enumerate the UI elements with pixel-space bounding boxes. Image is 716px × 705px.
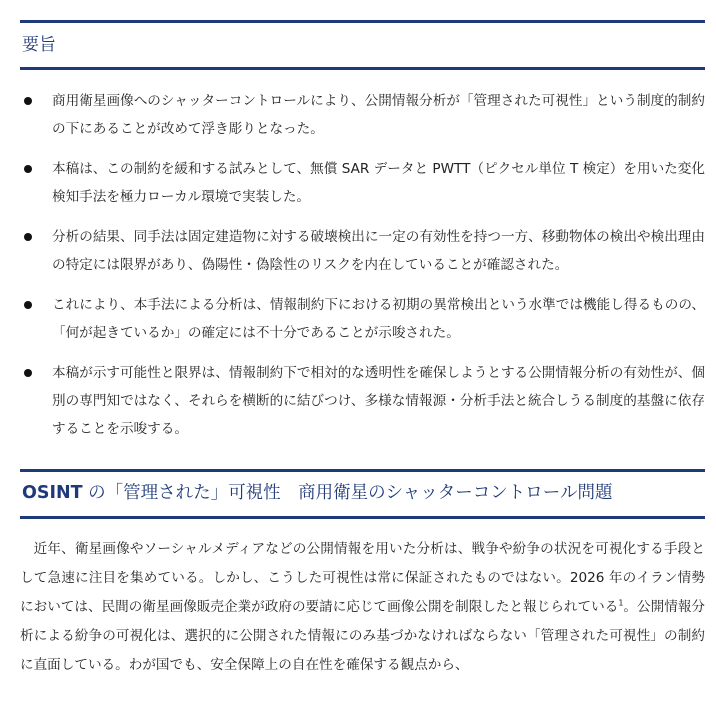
list-item bbox=[20, 291, 705, 347]
bullet-dot-icon bbox=[24, 301, 32, 309]
summary-heading-text: 要旨 bbox=[22, 35, 56, 55]
section-heading-latin: OSINT bbox=[22, 483, 83, 503]
summary-bullet-list bbox=[20, 87, 705, 443]
bullet-dot-icon bbox=[24, 369, 32, 377]
section-heading bbox=[20, 469, 705, 519]
bullet-dot-icon bbox=[24, 165, 32, 173]
bullet-text: 本稿は、この制約を緩和する試みとして、無償 SAR データと PWTT（ピクセル単位 T 検定）を用いた変化検知手法を極力ローカル環境で実装した。 bbox=[52, 161, 705, 205]
bullet-text: これにより、本手法による分析は、情報制約下における初期の異常検出という水準では機能し得るものの、「何が起きているか」の確定には不十分であることが示唆された。 bbox=[52, 297, 705, 341]
bullet-dot-icon bbox=[24, 233, 32, 241]
body-paragraph bbox=[20, 535, 705, 680]
paragraph-text-part1: 近年、衛星画像やソーシャルメディアなどの公開情報を用いた分析は、戦争や紛争の状況を可視化する手段として急速に注目を集めている。しかし、こうした可視性は常に保証されたものではない。2026 年のイラン情勢においては、民間の衛星画像販売企業が政府の要請に応じて画像公開を制限したと報じられている bbox=[20, 541, 705, 615]
summary-heading bbox=[20, 20, 705, 70]
paragraph-text-part2: 。公開情報分析による紛争の可視化は、選択的に公開された情報にのみ基づかなければならない「管理された可視性」の制約に直面している。わが国でも、安全保障上の自在性を確保する観点から、 bbox=[20, 599, 706, 673]
footnote-marker[interactable]: 1 bbox=[618, 598, 624, 608]
bullet-text: 本稿が示す可能性と限界は、情報制約下で相対的な透明性を確保しようとする公開情報分析の有効性が、個別の専門知ではなく、それらを横断的に結びつけ、多様な情報源・分析手法と統合しうる制度的基盤に依存することを示唆する。 bbox=[52, 365, 705, 437]
section-heading-text: の「管理された」可視性 商用衛星のシャッターコントロール問題 bbox=[82, 483, 613, 503]
list-item bbox=[20, 155, 705, 211]
bullet-text: 商用衛星画像へのシャッターコントロールにより、公開情報分析が「管理された可視性」という制度的制約の下にあることが改めて浮き彫りとなった。 bbox=[52, 93, 705, 137]
list-item bbox=[20, 359, 705, 443]
bullet-dot-icon bbox=[24, 97, 32, 105]
list-item bbox=[20, 223, 705, 279]
list-item bbox=[20, 87, 705, 143]
document-page bbox=[20, 0, 705, 680]
bullet-text: 分析の結果、同手法は固定建造物に対する破壊検出に一定の有効性を持つ一方、移動物体の検出や検出理由の特定には限界があり、偽陽性・偽陰性のリスクを内在していることが確認された。 bbox=[52, 229, 705, 273]
